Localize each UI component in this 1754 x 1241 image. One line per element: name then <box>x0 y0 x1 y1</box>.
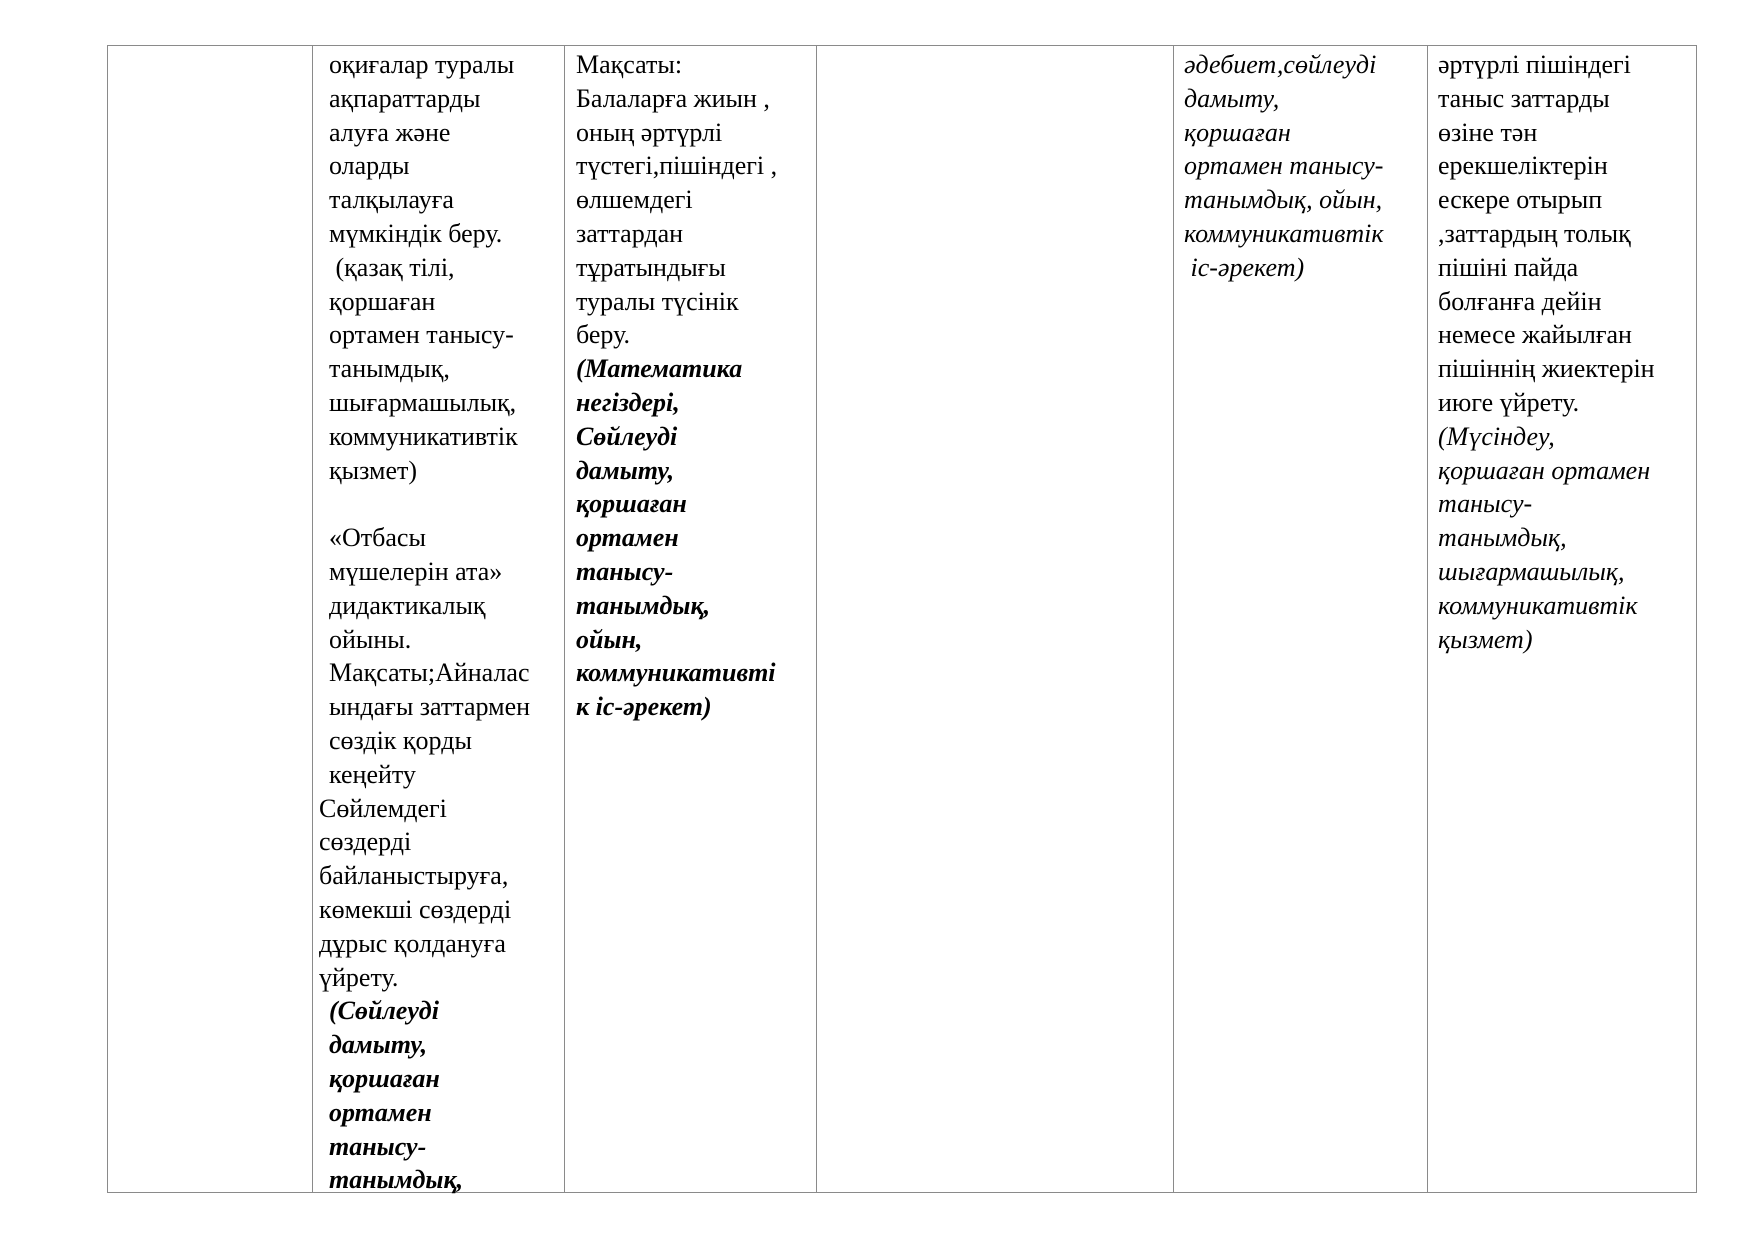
table-column-3 <box>564 46 816 1192</box>
cell-text-line: қоршаған ортамен <box>1438 455 1651 485</box>
cell-text-line: ортамен <box>329 1097 432 1127</box>
cell-text-line: к іс-әрекет) <box>576 692 712 722</box>
cell-text-line: коммуникативтік <box>1438 590 1638 620</box>
cell-text-line: ақпараттарды <box>329 83 481 113</box>
cell-text-line: коммуникативтік <box>329 421 518 451</box>
cell-text-line: дамыту, <box>1184 83 1280 113</box>
cell-text-line: талқылауға <box>329 185 454 215</box>
cell-text-line: (Математика <box>576 354 743 384</box>
cell-text-line: коммуникативті <box>576 658 776 688</box>
cell-text-line: қоршаған <box>1184 117 1291 147</box>
cell-text-line: сөздік қорды <box>329 725 472 755</box>
cell-text-line: үйрету. <box>319 962 399 992</box>
cell-text-line: немесе жайылған <box>1438 320 1632 350</box>
cell-text-line: «Отбасы <box>329 523 426 553</box>
cell-text-line: негіздері, <box>576 387 680 417</box>
cell-text-line: Мақсаты: <box>576 50 683 79</box>
cell-text-line: ойын, <box>576 624 643 654</box>
cell-text-line: тұратындығы <box>576 252 726 282</box>
cell-text-line: танымдық, ойын, <box>1184 185 1383 215</box>
cell-text-line: Сөйлемдегі <box>319 793 447 823</box>
cell-text-line: қызмет) <box>329 455 418 485</box>
cell-text-line: ойыны. <box>329 624 412 654</box>
cell-text-line: ескере отырып <box>1438 185 1603 215</box>
cell-text-line: қоршаған <box>329 286 436 316</box>
cell-text-line: әдебиет,сөйлеуді <box>1184 50 1377 79</box>
cell-text-line: ерекшеліктерін <box>1438 151 1608 181</box>
cell-text-line: ,заттардың толық <box>1438 218 1631 248</box>
cell-text-line: дидактикалық <box>329 590 486 620</box>
cell-text-line: оларды <box>329 151 410 181</box>
schedule-table <box>107 45 1697 1193</box>
cell-text-line: танымдық, <box>329 1165 464 1195</box>
cell-text-line: ындағы заттармен <box>329 692 531 722</box>
cell-text-line: кеңейту <box>329 759 416 789</box>
cell-text-line: (Сөйлеуді <box>329 996 439 1026</box>
cell-text-line: дамыту, <box>329 1030 428 1060</box>
cell-text-line: танысу- <box>1438 489 1533 519</box>
cell-text-line: шығармашылық, <box>1438 556 1625 586</box>
cell-text-line: сөздерді <box>319 827 412 857</box>
cell-text-line: танысу- <box>576 556 674 586</box>
cell-text-line: танысу- <box>329 1131 427 1161</box>
cell-text-line: түстегі,пішіндегі , <box>576 151 778 181</box>
cell-text-line: беру. <box>576 320 630 350</box>
table-column-6 <box>1427 46 1697 1192</box>
cell-text-line: танымдық, <box>576 590 711 620</box>
cell-text-line: ортамен танысу- <box>1184 151 1384 181</box>
cell-text-line: пішіннің жиектерін <box>1438 354 1655 384</box>
cell-text-line: Балаларға жиын , <box>576 83 770 113</box>
table-column-5 <box>1173 46 1427 1192</box>
table-cell-col2 <box>313 48 530 1197</box>
cell-text-line: мүшелерін ата» <box>329 556 503 586</box>
table-column-2 <box>312 46 564 1195</box>
table-column-1 <box>107 46 312 1192</box>
cell-text-line: болғанға дейін <box>1438 286 1602 316</box>
cell-text-line: июге үйрету. <box>1438 387 1580 417</box>
cell-text-line: алуға және <box>329 117 451 147</box>
cell-text-line: қоршаған <box>329 1063 440 1093</box>
cell-text-line: әртүрлі пішіндегі <box>1438 50 1631 79</box>
cell-text-line: Сөйлеуді <box>576 421 678 451</box>
cell-text-line: туралы түсінік <box>576 286 739 316</box>
cell-text-line: іс-әрекет) <box>1184 252 1305 282</box>
cell-text-line: (Мүсіндеу, <box>1438 421 1555 451</box>
cell-text-line: оқиғалар туралы <box>329 50 515 79</box>
cell-text-line: мүмкіндік беру. <box>329 218 503 248</box>
cell-text-line: дамыту, <box>576 455 675 485</box>
cell-text-line: танымдық, <box>329 354 450 384</box>
cell-text-line: байланыстыруға, <box>319 861 509 891</box>
cell-text-line: оның әртүрлі <box>576 117 723 147</box>
cell-text-line: өлшемдегі <box>576 185 693 215</box>
cell-text-line: қызмет) <box>1438 624 1533 654</box>
cell-text-line: таныс заттарды <box>1438 83 1610 113</box>
cell-text-line: шығармашылық, <box>329 387 517 417</box>
cell-text-line: коммуникативтік <box>1184 218 1384 248</box>
table-column-4 <box>816 46 1173 1192</box>
cell-text-line: заттардан <box>576 218 684 248</box>
table-cell-col6 <box>1428 48 1655 656</box>
cell-text-line: қоршаған <box>576 489 687 519</box>
cell-text-line: көмекші сөздерді <box>319 894 512 924</box>
cell-text-line: танымдық, <box>1438 523 1567 553</box>
table-cell-col5 <box>1174 48 1384 285</box>
cell-text-line: (қазақ тілі, <box>329 252 455 282</box>
cell-text-line: ортамен <box>576 523 679 553</box>
cell-text-line <box>313 487 530 521</box>
cell-text-line: ортамен танысу- <box>329 320 514 350</box>
table-cell-col3 <box>565 48 777 724</box>
cell-text-line: дұрыс қолдануға <box>319 928 506 958</box>
cell-text-line: өзіне тән <box>1438 117 1538 147</box>
cell-text-line: пішіні пайда <box>1438 252 1579 282</box>
cell-text-line: Мақсаты;Айналас <box>329 658 530 688</box>
